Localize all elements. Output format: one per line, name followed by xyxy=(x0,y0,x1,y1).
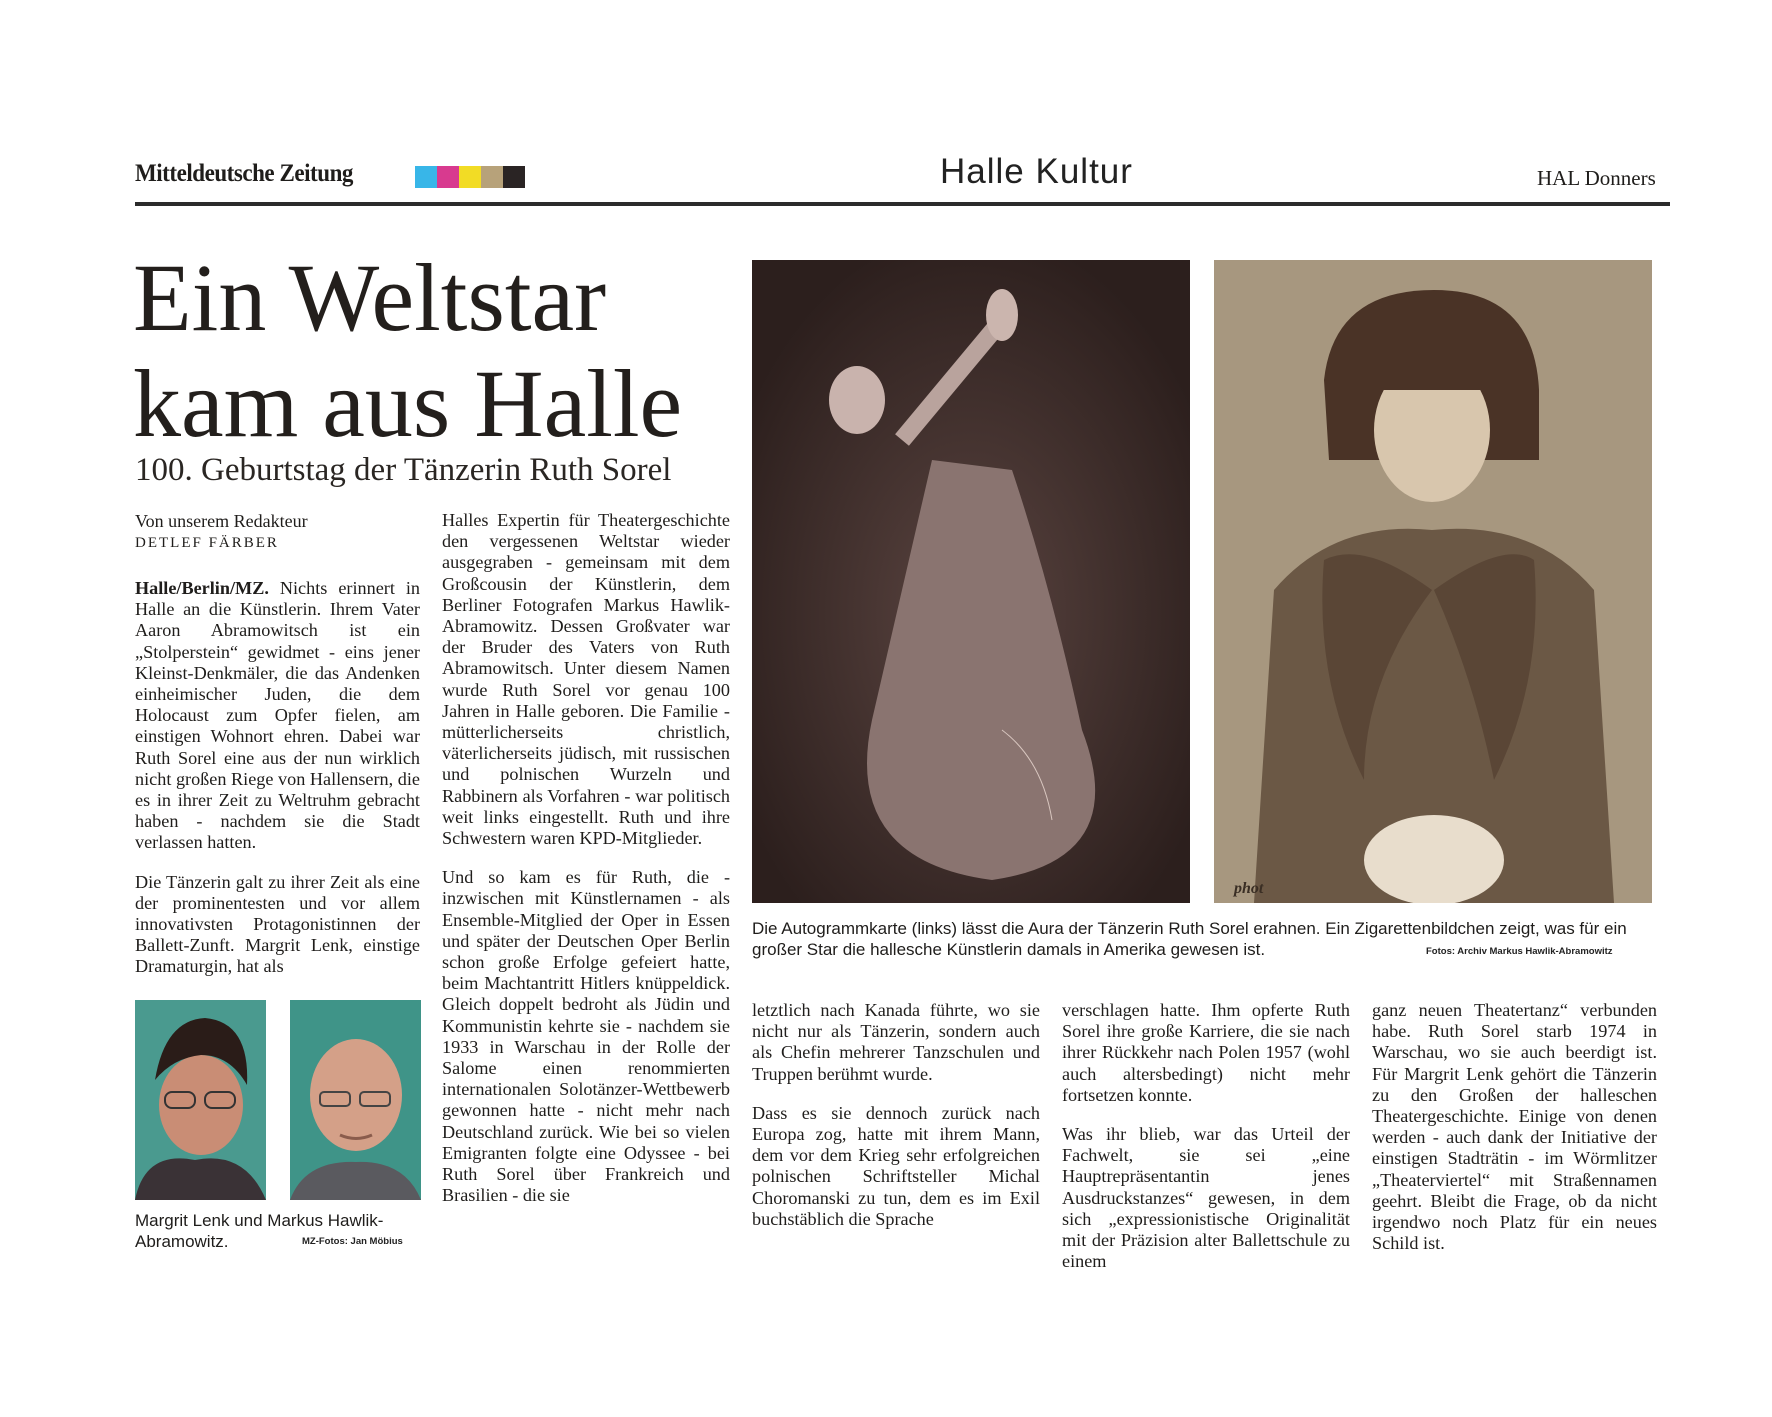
card-mark: phot xyxy=(1234,880,1264,897)
photo-caption: Die Autogrammkarte (links) lässt die Aura der Tänzerin Ruth Sorel erahnen. Ein Zigarettenbildchen zeigt, was für ein großer Star die hallesche Künstlerin damals in Amerika gewesen ist. xyxy=(752,919,1627,959)
portrait-card-image xyxy=(1214,260,1652,903)
swatch-black xyxy=(503,166,525,188)
swatch-yellow xyxy=(459,166,481,188)
column-4 xyxy=(1062,1000,1350,1290)
photo-credit: Fotos: Archiv Markus Hawlik-Abramowitz xyxy=(1426,946,1613,957)
byline-author: DETLEF FÄRBER xyxy=(135,535,279,551)
header-rule xyxy=(135,202,1670,206)
paragraph: letztlich nach Kanada führte, wo sie nicht nur als Tänzerin, sondern auch als Chefin mehrerer Tanzschulen und Truppen berühmt wurde. xyxy=(752,1000,1040,1084)
paragraph: Halles Expertin für Theatergeschichte den vergessenen Weltstar wieder ausgegraben - gemeinsam mit dem Großcousin der Künstlerin, dem Berliner Fotografen Markus Hawlik-Abramowitz. Dessen Großvater war der Bruder des Vaters von Ruth Abramowitsch. Unter diesem Namen wurde Ruth Sorel vor genau 100 Jahren in Halle geboren. Die Familie - mütterlicherseits christlich, väterlicherseits jüdisch, mit russischen und polnischen Wurzeln und Rabbinern als Vorfahren - war politisch weit links eingestellt. Ruth und ihre Schwestern waren KPD-Mitglieder. xyxy=(442,510,730,849)
swatch-tan xyxy=(481,166,503,188)
photo-autograph-card xyxy=(752,260,1190,903)
portrait-margrit-lenk xyxy=(135,1000,266,1200)
swatch-cyan xyxy=(415,166,437,188)
swatch-magenta xyxy=(437,166,459,188)
portrait-credit: MZ-Fotos: Jan Möbius xyxy=(302,1236,403,1247)
dancer-image xyxy=(752,260,1190,903)
subheadline: 100. Geburtstag der Tänzerin Ruth Sorel xyxy=(135,452,672,488)
paragraph: Was ihr blieb, war das Urteil der Fachwelt, sie sei „eine Hauptrepräsentantin jenes Ausdruckstanzes“ gewesen, in dem sich „expressionistische Originalität mit der Präzision alter Ballettschule zu einem xyxy=(1062,1124,1350,1272)
paragraph: ganz neuen Theatertanz“ verbunden habe. Ruth Sorel starb 1974 in Warschau, wo sie auch beerdigt ist. Für Margrit Lenk gehört die Tänzerin zu den Großen der halleschen Theatergeschichte. Einige von denen werden - auch dank der Initiative der einstigen Stadträtin - im Wörmlitzer „Theaterviertel“ mit Straßennamen geehrt. Bleibt die Frage, ob da nicht irgendwo noch Platz für ein neues Schild ist. xyxy=(1372,1000,1657,1254)
paragraph xyxy=(135,578,420,854)
dateline: Halle/Berlin/MZ. xyxy=(135,578,269,598)
headline-line-1: Ein Weltstar xyxy=(133,244,607,351)
byline xyxy=(135,510,395,554)
section-title: Halle Kultur xyxy=(940,152,1133,191)
edition-label: HAL Donners xyxy=(1537,166,1656,190)
portrait-caption: Margrit Lenk und Markus Hawlik-Abramowitz. xyxy=(135,1211,384,1251)
column-5 xyxy=(1372,1000,1657,1272)
paragraph-text: Nichts erinnert in Halle an die Künstlerin. Ihrem Vater Aaron Abramowitsch ist ein „Stolperstein“ gewidmet - eins jener Kleinst-Denkmäler, die das Andenken einheimischer Juden, die dem Holocaust zum Opfer fielen, am einstigen Wohnort ehren. Dabei war Ruth Sorel eine aus der nun wirklich nicht großen Riege von Hallensern, die es in ihrer Zeit zu Weltruhm gebracht haben - nachdem sie die Stadt verlassen hatten. xyxy=(135,578,421,853)
photo-cigarette-card xyxy=(1214,260,1652,903)
column-2 xyxy=(442,510,730,1225)
column-3 xyxy=(752,1000,1040,1248)
paragraph: Und so kam es für Ruth, die - inzwischen mit Künstlernamen - als Ensemble-Mitglied der Oper in Essen und später der Deutschen Oper Berlin schon große Erfolge gefeiert hatte, beim Machtantritt Hitlers knüppeldick. Gleich doppelt bedroht als Jüdin und Kommunistin kehrte sie - nachdem sie 1933 in Warschau in der Rolle der Salome einen renommierten internationalen Solotänzer-Wettbewerb gewonnen hatte - nicht mehr nach Deutschland zurück. Wie bei so vielen Emigranten folgte eine Odyssee - bei Ruth Sorel über Frankreich und Brasilien - die sie xyxy=(442,867,730,1206)
portrait-markus-hawlik xyxy=(290,1000,421,1200)
portrait-image xyxy=(290,1000,421,1200)
color-swatches xyxy=(415,166,525,188)
newspaper-name: Mitteldeutsche Zeitung xyxy=(135,160,353,187)
paragraph: Dass es sie dennoch zurück nach Europa zog, hatte mit ihrem Mann, dem vor dem Krieg sehr erfolgreichen polnischen Schriftsteller Michal Choromanski zu tun, dem es im Exil buchstäblich die Sprache xyxy=(752,1102,1040,1229)
headline xyxy=(133,245,682,457)
paragraph: verschlagen hatte. Ihm opferte Ruth Sorel ihre große Karriere, die sie nach ihrer Rückkehr nach Polen 1957 (wohl auch altersbedingt) nicht mehr fortsetzen konnte. xyxy=(1062,1000,1350,1105)
byline-prefix: Von unserem Redakteur xyxy=(135,511,308,531)
paragraph: Die Tänzerin galt zu ihrer Zeit als eine der prominentesten und vor allem innovativsten Protagonistinnen der Ballett-Zunft. Margrit Lenk, einstige Dramaturgin, hat als xyxy=(135,871,420,977)
portrait-image xyxy=(135,1000,266,1200)
headline-line-2: kam aus Halle xyxy=(133,350,683,457)
column-1 xyxy=(135,578,420,996)
